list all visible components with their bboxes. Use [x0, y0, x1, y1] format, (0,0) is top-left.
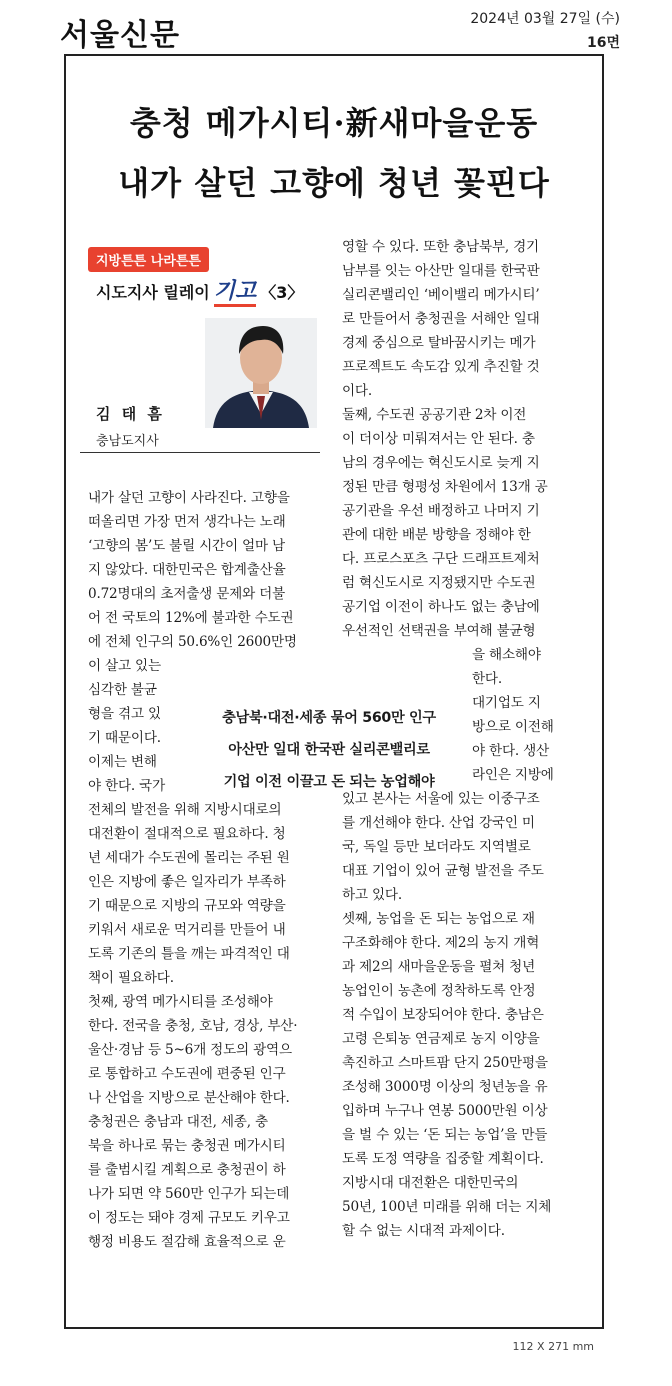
body-text-line: 키워서 새로운 먹거리를 만들어 내: [88, 922, 286, 938]
headline-line-1: 충청 메가시티·新새마을운동: [129, 104, 539, 142]
body-text-line: 야 한다. 국가: [88, 778, 166, 794]
body-text-line: 로 만들어서 충청권을 서해안 일대: [342, 311, 540, 327]
body-text-line: 전체의 발전을 위해 지방시대로의: [88, 802, 282, 818]
body-text-line: 과 제2의 새마을운동을 펼쳐 청년: [342, 959, 536, 975]
body-text-line: 하고 있다.: [342, 887, 402, 903]
body-text-line: 관에 대한 배분 방향을 정해야 한: [342, 527, 531, 543]
body-text-line: 대기업도 지: [472, 695, 541, 711]
body-text-line: 한다.: [472, 671, 502, 687]
body-text-line: 프로젝트도 속도감 있게 추진할 것: [342, 359, 540, 375]
body-text-line: 년 세대가 수도권에 몰리는 주된 원: [88, 850, 290, 866]
body-text-line: 입하며 누구나 연봉 5000만원 이상: [342, 1103, 548, 1119]
body-text-line: 이제는 변해: [88, 754, 157, 770]
body-text-line: 행정 비용도 절감해 효율적으로 운: [88, 1234, 286, 1250]
portrait-image: [205, 318, 317, 428]
article-size-note: 112 X 271 mm: [512, 1340, 594, 1353]
body-text-line: 경제 중심으로 탈바꿈시키는 메가: [342, 335, 536, 351]
page-number: 16면: [586, 35, 620, 51]
body-text-line: 첫째, 광역 메가시티를 조성해야: [88, 994, 273, 1010]
body-text-line: 농업인이 농촌에 정착하도록 안정: [342, 983, 536, 999]
body-text-line: 럼 혁신도시로 지정됐지만 수도권: [342, 575, 536, 591]
body-text-line: 국, 독일 등만 보더라도 지역별로: [342, 839, 531, 855]
body-text-line: 공기관을 우선 배정하고 나머지 기: [342, 503, 540, 519]
body-text-line: 울산·경남 등 5~6개 정도의 광역으: [88, 1042, 292, 1058]
body-text-line: 할 수 없는 시대적 과제이다.: [342, 1223, 505, 1239]
pull-quote-line: 충남북·대전·세종 묶어 560만 인구: [222, 710, 436, 726]
body-text-line: 내가 살던 고향이 사라진다. 고향을: [88, 490, 290, 506]
body-text-line: 이다.: [342, 383, 372, 399]
body-text-line: 이 정도는 돼야 경제 규모도 키우고: [88, 1210, 290, 1226]
series-title-prefix: 시도지사 릴레이: [96, 283, 210, 302]
body-text-line: 영할 수 있다. 또한 충남북부, 경기: [342, 239, 539, 255]
body-left-bottom: [88, 798, 297, 1254]
body-text-line: 0.72명대의 초저출생 문제와 더불: [88, 586, 286, 602]
body-text-line: ‘고향의 봄’도 불릴 시간이 얼마 남: [88, 538, 285, 554]
body-text-line: 충청권은 충남과 대전, 세종, 충: [88, 1114, 268, 1130]
pull-quote-line: 아산만 일대 한국판 실리콘밸리로: [228, 742, 430, 758]
series-title-script: 기고: [214, 279, 257, 307]
body-text-line: 50년, 100년 미래를 위해 더는 지체: [342, 1199, 552, 1215]
body-right-top: [342, 235, 548, 643]
body-text-line: 기 때문이다.: [88, 730, 161, 746]
body-text-line: 나 산업을 지방으로 분산해야 한다.: [88, 1090, 290, 1106]
body-text-line: 셋째, 농업을 돈 되는 농업으로 재: [342, 911, 535, 927]
body-text-line: 기 때문으로 지방의 규모와 역량을: [88, 898, 286, 914]
body-text-line: 지 않았다. 대한민국은 합계출산율: [88, 562, 286, 578]
body-text-line: 고령 은퇴농 연금제로 농지 이양을: [342, 1031, 540, 1047]
body-text-line: 라인은 지방에: [472, 767, 554, 783]
body-text-line: 에 전체 인구의 50.6%인 2600만명: [88, 634, 297, 650]
body-text-line: 을 벌 수 있는 ‘돈 되는 농업’을 만들: [342, 1127, 548, 1143]
body-text-line: 남부를 잇는 아산만 일대를 한국판: [342, 263, 540, 279]
body-text-line: 남의 경우에는 혁신도시로 늦게 지: [342, 455, 540, 471]
pull-quote: [196, 702, 462, 798]
author-title: 충남도지사: [96, 434, 159, 449]
series-number: 〈3〉: [260, 283, 304, 302]
body-text-line: 심각한 불균: [88, 682, 157, 698]
series-title: [96, 274, 303, 305]
body-right-wrap: [472, 643, 554, 787]
body-text-line: 도록 도정 역량을 집중할 계획이다.: [342, 1151, 544, 1167]
body-text-line: 어 전 국토의 12%에 불과한 수도권: [88, 610, 294, 626]
body-text-line: 적 수입이 보장되어야 한다. 충남은: [342, 1007, 544, 1023]
body-text-line: 있고 본사는 서울에 있는 이중구조: [342, 791, 540, 807]
author-portrait: [205, 318, 317, 428]
body-text-line: 지방시대 대전환은 대한민국의: [342, 1175, 519, 1191]
body-left-top: [88, 486, 297, 654]
byline-divider: [80, 452, 320, 453]
body-text-line: 떠올리면 가장 먼저 생각나는 노래: [88, 514, 286, 530]
body-text-line: 둘째, 수도권 공공기관 2차 이전: [342, 407, 527, 423]
body-text-line: 구조화해야 한다. 제2의 농지 개혁: [342, 935, 540, 951]
body-text-line: 야 한다. 생산: [472, 743, 550, 759]
body-text-line: 한다. 전국을 충청, 호남, 경상, 부산·: [88, 1018, 298, 1034]
body-text-line: 조성해 3000명 이상의 청년농을 유: [342, 1079, 548, 1095]
body-text-line: 정된 만큼 형평성 차원에서 13개 공: [342, 479, 548, 495]
body-text-line: 대표 기업이 있어 균형 발전을 주도: [342, 863, 544, 879]
pull-quote-line: 기업 이전 이끌고 돈 되는 농업해야: [223, 774, 435, 790]
body-text-line: 도록 기존의 틀을 깨는 파격적인 대: [88, 946, 290, 962]
body-text-line: 를 출범시킬 계획으로 충청권이 하: [88, 1162, 286, 1178]
body-text-line: 을 해소해야: [472, 647, 541, 663]
author-name: 김 태 흠: [96, 405, 165, 423]
body-text-line: 나가 되면 약 560만 인구가 되는데: [88, 1186, 290, 1202]
body-text-line: 방으로 이전해: [472, 719, 554, 735]
body-text-line: 촉진하고 스마트팜 단지 250만평을: [342, 1055, 548, 1071]
body-text-line: 다. 프로스포츠 구단 드래프트제처: [342, 551, 540, 567]
body-text-line: 형을 겪고 있: [88, 706, 161, 722]
publication-date: 2024년 03월 27일 (수): [470, 11, 620, 27]
series-tag: 지방튼튼 나라튼튼: [88, 247, 209, 272]
newspaper-logo: 서울신문: [60, 18, 180, 53]
body-text-line: 인은 지방에 좋은 일자리가 부족하: [88, 874, 286, 890]
body-text-line: 대전환이 절대적으로 필요하다. 청: [88, 826, 286, 842]
body-left-wrap: [88, 654, 165, 798]
body-text-line: 책이 필요하다.: [88, 970, 174, 986]
body-text-line: 를 개선해야 한다. 산업 강국인 미: [342, 815, 535, 831]
body-text-line: 이 살고 있는: [88, 658, 161, 674]
body-text-line: 로 통합하고 수도권에 편중된 인구: [88, 1066, 286, 1082]
body-text-line: 실리콘밸리인 ‘베이밸리 메가시티’: [342, 287, 540, 303]
body-text-line: 공기업 이전이 하나도 없는 충남에: [342, 599, 540, 615]
body-text-line: 이 더이상 미뤄져서는 안 된다. 충: [342, 431, 535, 447]
headline-line-2: 내가 살던 고향에 청년 꽃핀다: [118, 164, 550, 202]
body-right-bottom: [342, 787, 551, 1243]
body-text-line: 우선적인 선택권을 부여해 불균형: [342, 623, 536, 639]
body-text-line: 북을 하나로 묶는 충청권 메가시티: [88, 1138, 286, 1154]
